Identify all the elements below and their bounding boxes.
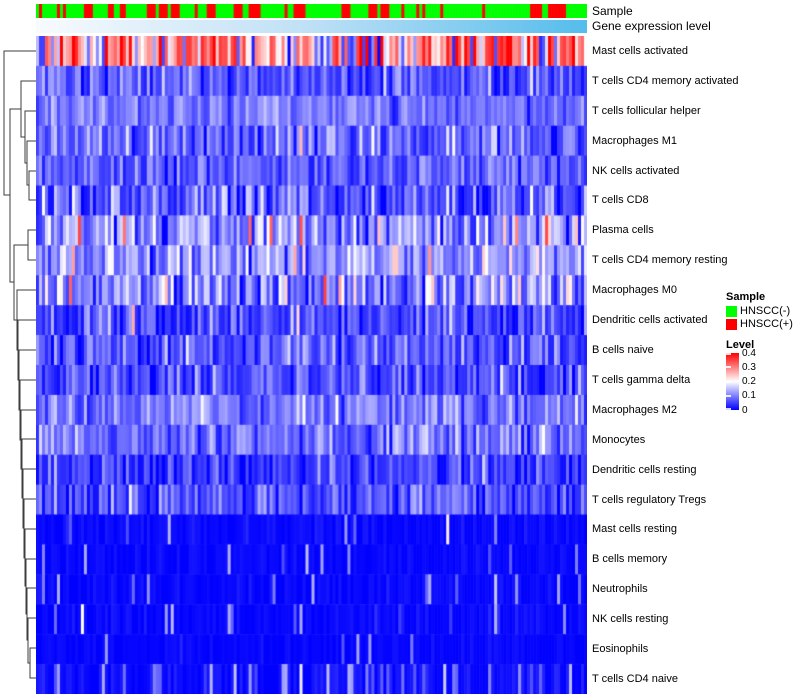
row-label: T cells gamma delta — [592, 373, 691, 386]
gene-expression-annotation-bar — [36, 20, 587, 33]
legend-item-hnscc-pos — [726, 318, 800, 330]
legend-item-hnscc-neg — [726, 305, 800, 317]
level-tick-label: 0.3 — [742, 361, 756, 373]
level-tick-dash — [726, 353, 731, 355]
expression-bar-label: Gene expression level — [592, 19, 711, 33]
hnscc-positive-label: HNSCC(+) — [740, 318, 793, 330]
row-label: T cells CD8 — [592, 194, 649, 207]
legend-level-title: Level — [726, 339, 755, 351]
level-tick-label: 0.4 — [742, 347, 756, 359]
row-label: Macrophages M1 — [592, 134, 677, 147]
row-label: B cells memory — [592, 553, 668, 566]
level-tick-label: 0.2 — [742, 376, 756, 387]
row-label: Mast cells activated — [592, 44, 688, 57]
hnscc-positive-swatch — [726, 319, 737, 330]
legend — [726, 291, 800, 416]
level-tick-dash — [726, 381, 731, 383]
row-label: Dendritic cells activated — [592, 314, 708, 327]
row-label: Dendritic cells resting — [592, 463, 697, 476]
level-colorbar-wrap — [726, 347, 800, 416]
legend-level-block — [726, 339, 800, 416]
sample-bar-label: Sample — [592, 4, 633, 18]
row-label: Mast cells resting — [592, 523, 677, 536]
row-label: NK cells resting — [592, 613, 669, 626]
row-label: T cells CD4 memory activated — [592, 74, 739, 87]
row-label: NK cells activated — [592, 164, 680, 177]
row-label: T cells CD4 naive — [592, 672, 678, 685]
hnscc-negative-label: HNSCC(-) — [740, 305, 791, 317]
row-label: Macrophages M2 — [592, 403, 677, 416]
row-label: T cells regulatory Tregs — [592, 493, 707, 506]
row-label: Macrophages M0 — [592, 284, 677, 297]
row-label: T cells follicular helper — [592, 104, 701, 117]
sample-annotation-bar — [36, 4, 587, 18]
hnscc-negative-swatch — [726, 306, 737, 317]
row-label: Plasma cells — [592, 224, 654, 237]
level-tick-dash — [726, 366, 731, 368]
level-tick-label: 0.1 — [742, 390, 756, 402]
level-tick-label: 0 — [742, 404, 748, 416]
level-tick-dash — [726, 408, 731, 410]
row-label: T cells CD4 memory resting — [592, 254, 728, 267]
heatmap-canvas — [36, 36, 587, 694]
row-dendrogram — [0, 0, 36, 700]
level-tick-dash — [726, 395, 731, 397]
row-label: Monocytes — [592, 433, 646, 446]
row-label: Neutrophils — [592, 583, 648, 596]
row-label: B cells naive — [592, 344, 654, 357]
row-label: Eosinophils — [592, 643, 649, 656]
legend-sample-title: Sample — [726, 291, 766, 303]
